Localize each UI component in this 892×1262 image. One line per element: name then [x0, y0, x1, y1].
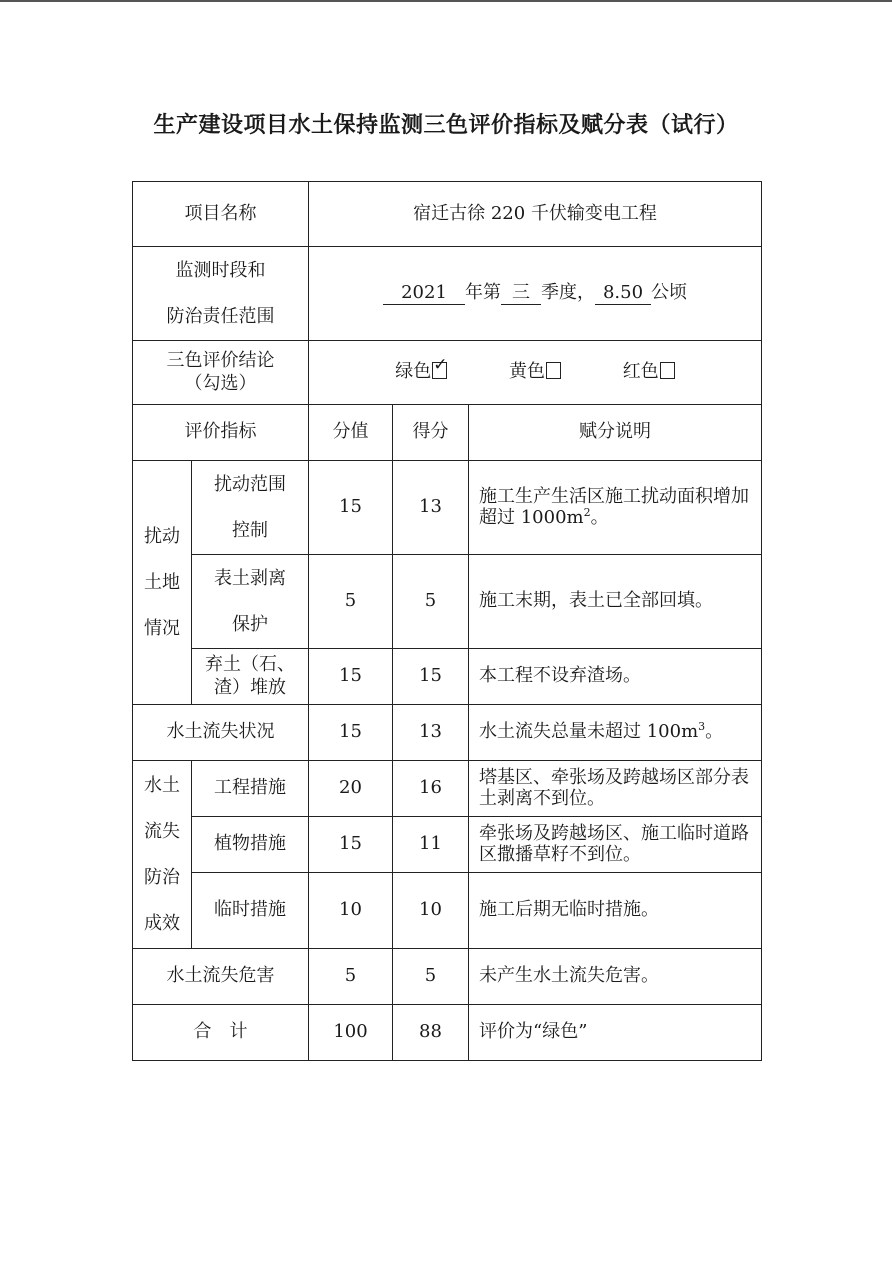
header-row	[133, 405, 762, 461]
option-green-label: 绿色	[395, 361, 432, 383]
indicator-name: 植物措施	[192, 817, 309, 873]
value-cell: 5	[309, 949, 393, 1005]
project-name: 宿迁古徐 220 千伏输变电工程	[309, 182, 762, 247]
desc-text: 施工生产生活区施工扰动面积增加超过 1000m	[479, 485, 749, 528]
top-border-line	[0, 0, 892, 2]
value-cell: 15	[309, 705, 393, 761]
option-red-label: 红色	[622, 361, 659, 383]
group-disturbance-line2: 土地	[144, 571, 180, 593]
indicator-name-line2: 渣）堆放	[214, 676, 286, 698]
desc-superscript: 2	[583, 505, 591, 519]
green-checkbox[interactable]	[432, 355, 448, 379]
group-prevention-line1: 水土	[144, 774, 180, 796]
table-row	[133, 949, 762, 1005]
indicator-name-line1: 弃土（石、	[205, 654, 295, 675]
table-row	[133, 461, 762, 555]
period-label-line2: 防治责任范围	[166, 305, 275, 327]
total-desc: 评价为“绿色”	[469, 1005, 762, 1061]
desc-cell: 施工末期，表土已全部回填。	[469, 555, 762, 649]
indicator-name: 水土流失危害	[133, 949, 309, 1005]
score-cell: 16	[393, 761, 469, 817]
group-prevention-line2: 流失	[144, 820, 180, 842]
desc-cell: 未产生水土流失危害。	[469, 949, 762, 1005]
table-row	[133, 649, 762, 705]
option-red	[623, 361, 675, 384]
table-row	[133, 761, 762, 817]
group-prevention	[133, 761, 192, 949]
desc-end: 。	[590, 506, 609, 528]
indicator-name	[192, 555, 309, 649]
year-suffix: 年第	[465, 282, 502, 303]
indicator-name-line2: 保护	[232, 613, 268, 635]
period-value	[309, 247, 762, 341]
project-label: 项目名称	[133, 182, 309, 247]
option-green	[395, 355, 448, 384]
desc-cell: 施工后期无临时措施。	[469, 873, 762, 949]
table-row	[133, 555, 762, 649]
header-value: 分值	[309, 405, 393, 461]
yellow-checkbox[interactable]	[546, 362, 561, 379]
desc-cell: 牵张场及跨越场区、施工临时道路区撒播草籽不到位。	[469, 817, 762, 873]
value-cell: 20	[309, 761, 393, 817]
quarter-field: 三	[501, 282, 541, 305]
document-title: 生产建设项目水土保持监测三色评价指标及赋分表（试行）	[153, 113, 739, 138]
desc-superscript: 3	[698, 720, 706, 734]
desc-end: 。	[705, 721, 724, 743]
indicator-name	[192, 461, 309, 555]
evaluation-table	[132, 181, 762, 1061]
year-field: 2021	[383, 282, 465, 305]
check-mark-icon: ✓	[433, 355, 448, 376]
group-disturbance-line3: 情况	[144, 617, 180, 639]
indicator-name: 临时措施	[192, 873, 309, 949]
indicator-name	[192, 649, 309, 705]
conclusion-label-line1: 三色评价结论	[166, 350, 275, 371]
period-row	[133, 247, 762, 341]
table-row	[133, 817, 762, 873]
score-cell: 15	[393, 649, 469, 705]
value-cell: 5	[309, 555, 393, 649]
score-cell: 11	[393, 817, 469, 873]
indicator-name: 水土流失状况	[133, 705, 309, 761]
option-yellow	[509, 361, 561, 384]
option-yellow-label: 黄色	[509, 361, 546, 383]
group-disturbance-line1: 扰动	[144, 525, 180, 547]
period-label	[133, 247, 309, 341]
desc-cell: 塔基区、牵张场及跨越场区部分表土剥离不到位。	[469, 761, 762, 817]
table-row	[133, 705, 762, 761]
desc-cell	[469, 461, 762, 555]
conclusion-options	[309, 341, 762, 405]
group-disturbance	[133, 461, 192, 705]
value-cell: 15	[309, 817, 393, 873]
desc-cell: 本工程不设弃渣场。	[469, 649, 762, 705]
area-field: 8.50	[595, 282, 651, 305]
score-cell: 13	[393, 705, 469, 761]
header-score: 得分	[393, 405, 469, 461]
indicator-name-line1: 表土剥离	[214, 567, 286, 589]
score-cell: 10	[393, 873, 469, 949]
indicator-name-line2: 控制	[232, 519, 268, 541]
total-label: 合 计	[133, 1005, 309, 1061]
period-label-line1: 监测时段和	[175, 259, 266, 281]
table-row	[133, 873, 762, 949]
value-cell: 15	[309, 461, 393, 555]
header-explanation: 赋分说明	[469, 405, 762, 461]
score-cell: 13	[393, 461, 469, 555]
total-row	[133, 1005, 762, 1061]
quarter-suffix: 季度，	[541, 282, 596, 303]
desc-cell	[469, 705, 762, 761]
score-cell: 5	[393, 949, 469, 1005]
header-indicator: 评价指标	[133, 405, 309, 461]
desc-text: 水土流失总量未超过 100m	[479, 721, 699, 743]
value-cell: 15	[309, 649, 393, 705]
conclusion-label	[133, 341, 309, 405]
value-cell: 10	[309, 873, 393, 949]
indicator-name-line1: 扰动范围	[214, 473, 286, 495]
conclusion-label-line2: （勾选）	[184, 372, 257, 394]
score-cell: 5	[393, 555, 469, 649]
indicator-name: 工程措施	[192, 761, 309, 817]
total-score: 88	[393, 1005, 469, 1061]
group-prevention-line4: 成效	[144, 912, 180, 934]
total-value: 100	[309, 1005, 393, 1061]
red-checkbox[interactable]	[660, 362, 675, 379]
project-row	[133, 182, 762, 247]
conclusion-row	[133, 341, 762, 405]
group-prevention-line3: 防治	[144, 866, 180, 888]
area-unit: 公顷	[651, 282, 688, 303]
